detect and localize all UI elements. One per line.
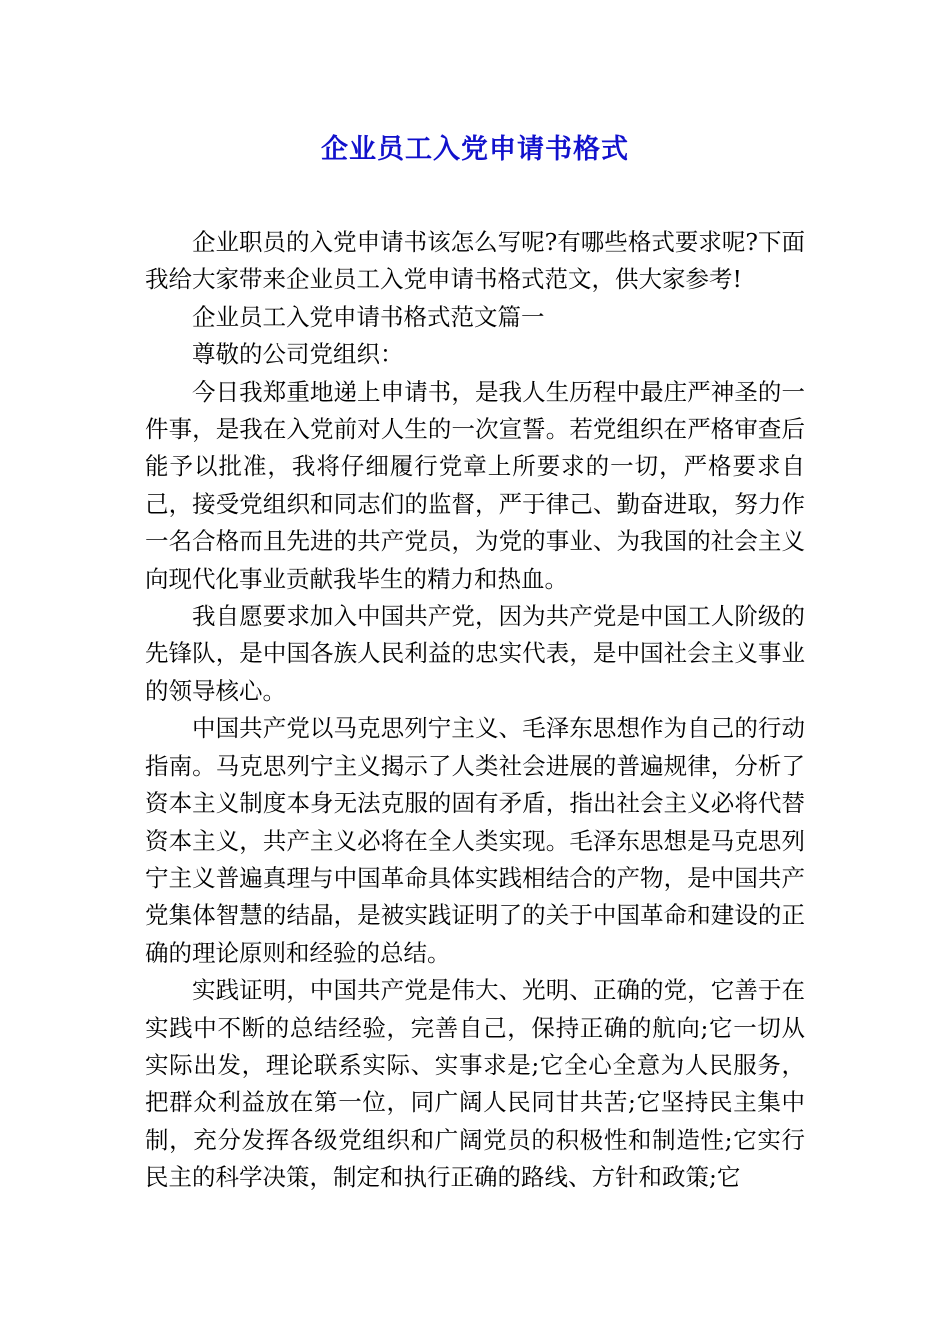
paragraph-body-2: 我自愿要求加入中国共产党，因为共产党是中国工人阶级的先锋队，是中国各族人民利益的忠实代表，是中国社会主义事业的领导核心。: [145, 602, 805, 705]
paragraph-intro: 企业职员的入党申请书该怎么写呢?有哪些格式要求呢?下面我给大家带来企业员工入党申请书格式范文，供大家参考!: [145, 228, 805, 294]
paragraph-salutation: 尊敬的公司党组织：: [192, 340, 404, 369]
document-body: [145, 224, 805, 1197]
paragraph-body-1: 今日我郑重地递上申请书，是我人生历程中最庄严神圣的一件事，是我在入党前对人生的一次宣誓。若党组织在严格审查后能予以批准，我将仔细履行党章上所要求的一切，严格要求自己，接受党组织和同志们的监督，严于律己、勤奋进取，努力作一名合格而且先进的共产党员，为党的事业、为我国的社会主义向现代化事业贡献我毕生的精力和热血。: [145, 377, 805, 593]
paragraph-body-4: 实践证明，中国共产党是伟大、光明、正确的党，它善于在实践中不断的总结经验，完善自己，保持正确的航向;它一切从实际出发，理论联系实际、实事求是;它全心全意为人民服务，把群众利益放在第一位，同广阔人民同甘共苦;它坚持民主集中制，充分发挥各级党组织和广阔党员的积极性和制造性;它实行民主的科学决策，制定和执行正确的路线、方针和政策;它: [145, 976, 805, 1192]
document-title: 企业员工入党申请书格式: [321, 134, 629, 165]
paragraph-section-heading: 企业员工入党申请书格式范文篇一: [192, 302, 545, 331]
paragraph-body-3: 中国共产党以马克思列宁主义、毛泽东思想作为自己的行动指南。马克思列宁主义揭示了人类社会进展的普遍规律，分析了资本主义制度本身无法克服的固有矛盾，指出社会主义必将代替资本主义，共产主义必将在全人类实现。毛泽东思想是马克思列宁主义普遍真理与中国革命具体实践相结合的产物，是中国共产党集体智慧的结晶，是被实践证明了的关于中国革命和建设的正确的理论原则和经验的总结。: [145, 714, 805, 967]
document-page: [145, 128, 805, 1197]
